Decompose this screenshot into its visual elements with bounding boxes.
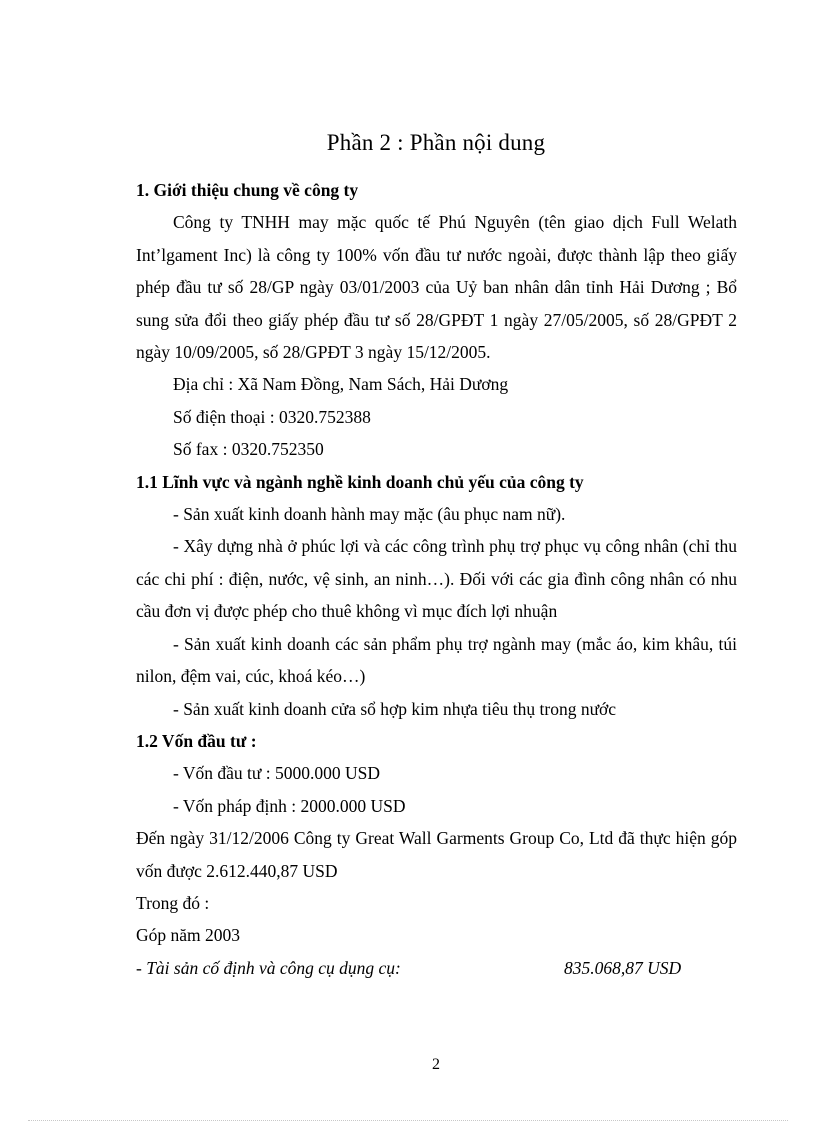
fixed-assets-label: - Tài sản cố định và công cụ dụng cụ:: [136, 957, 401, 978]
fixed-assets-value: 835.068,87 USD: [564, 957, 682, 978]
section-1-2-heading: 1.2 Vốn đầu tư :: [136, 730, 257, 751]
page-title: Phần 2 : Phần nội dung: [326, 130, 546, 155]
page-bottom-divider: [28, 1120, 788, 1121]
business-item: - Sản xuất kinh doanh cửa sổ hợp kim nhựa tiêu thụ trong nước: [173, 698, 617, 719]
section-1-1-heading: 1.1 Lĩnh vực và ngành nghề kinh doanh chủ yếu của công ty: [136, 471, 584, 492]
capital-contribution-paragraph: Đến ngày 31/12/2006 Công ty Great Wall Garments Group Co, Ltd đã thực hiện góp vốn được 2.612.440,87 USD: [136, 828, 737, 881]
company-address: Địa chỉ : Xã Nam Đồng, Nam Sách, Hải Dương: [173, 374, 509, 395]
company-intro-paragraph: Công ty TNHH may mặc quốc tế Phú Nguyên (tên giao dịch Full Welath Int’lgament Inc) là công ty 100% vốn đầu tư nước ngoài, được thành lập theo giấy phép đầu tư số 28/GP ngày 03/01/2003 của Uỷ ban nhân dân tỉnh Hải Dương ; Bổ sung sửa đổi theo giấy phép đầu tư số 28/GPĐT 1 ngày 27/05/2005, số 28/GPĐT 2 ngày 10/09/2005, số 28/GPĐT 3 ngày 15/12/2005.: [136, 212, 737, 363]
investment-capital: - Vốn đầu tư : 5000.000 USD: [173, 763, 381, 784]
company-phone: Số điện thoại : 0320.752388: [173, 406, 371, 427]
in-which-label: Trong đó :: [136, 892, 210, 913]
page-number: 2: [432, 1056, 440, 1073]
contribution-year-line: Góp năm 2003: [136, 925, 241, 946]
fixed-assets-line: [136, 952, 737, 984]
legal-capital: - Vốn pháp định : 2000.000 USD: [173, 795, 406, 816]
business-item: - Sản xuất kinh doanh các sản phẩm phụ trợ ngành may (mắc áo, kim khâu, túi nilon, đệm vai, cúc, khoá kéo…): [136, 633, 737, 687]
company-fax: Số fax : 0320.752350: [173, 439, 324, 460]
business-item: - Sản xuất kinh doanh hành may mặc (âu phục nam nữ).: [173, 504, 566, 525]
business-item: - Xây dựng nhà ở phúc lợi và các công trình phụ trợ phục vụ công nhân (chỉ thu các chi phí : điện, nước, vệ sinh, an ninh…). Đối với các gia đình công nhân có nhu cầu đơn vị được phép cho thuê không vì mục đích lợi nhuận: [136, 536, 737, 622]
document-body: [136, 174, 737, 984]
section-1-heading: 1. Giới thiệu chung về công ty: [136, 180, 359, 200]
